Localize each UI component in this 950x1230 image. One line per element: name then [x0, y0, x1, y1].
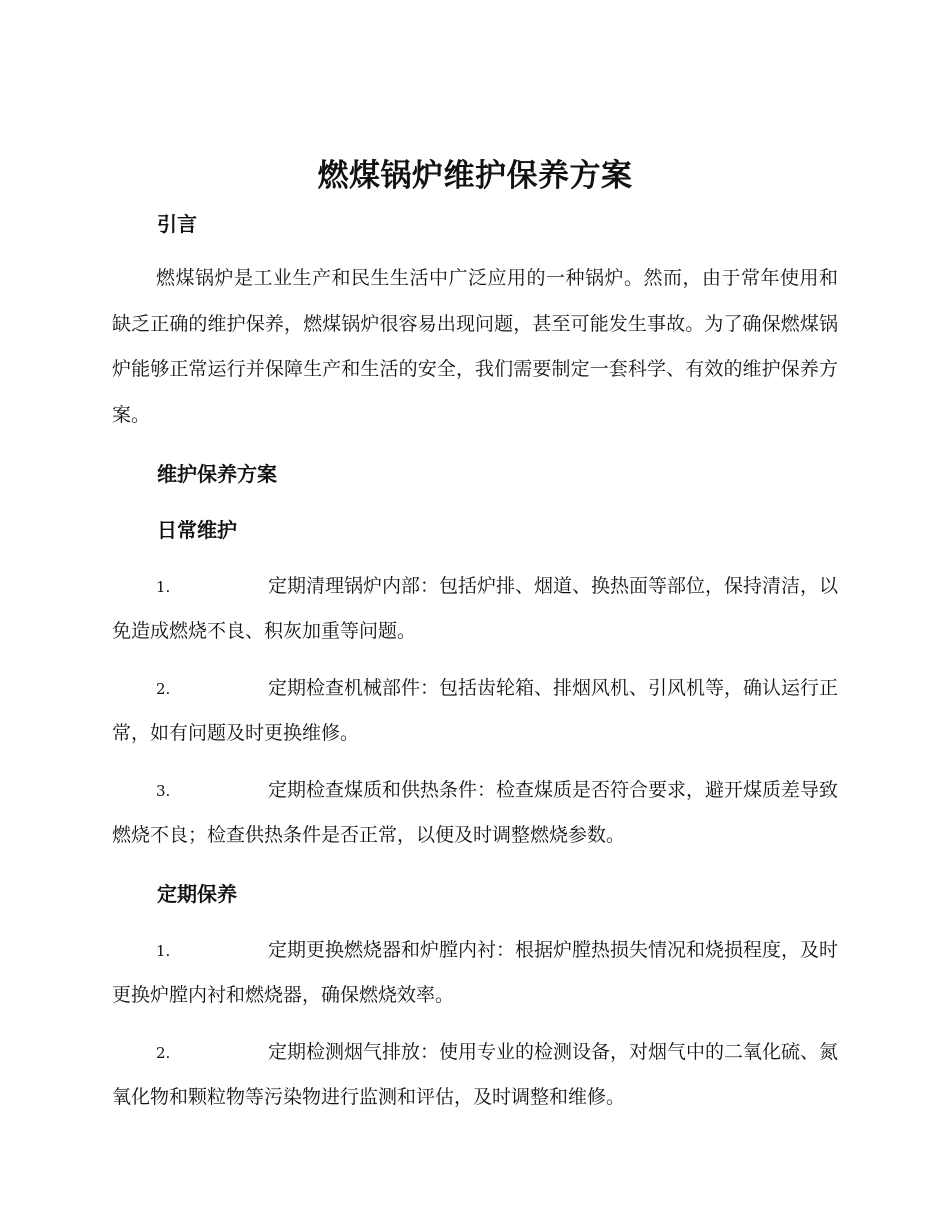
- list-text: 定期检测烟气排放：使用专业的检测设备，对烟气中的二氧化硫、氮氧化物和颗粒物等污染物进行监测和评估，及时调整和维修。: [112, 1041, 839, 1108]
- list-text: 定期检查机械部件：包括齿轮箱、排烟风机、引风机等，确认运行正常，如有问题及时更换维修。: [112, 677, 839, 744]
- list-number: 2.: [156, 680, 171, 698]
- list-item: [112, 768, 838, 857]
- list-item: [112, 1030, 838, 1119]
- list-number: 2.: [156, 1044, 171, 1062]
- list-text: 定期清理锅炉内部：包括炉排、烟道、换热面等部位，保持清洁，以免造成燃烧不良、积灰加重等问题。: [112, 575, 839, 642]
- list-item: [112, 666, 838, 755]
- list-item: [112, 564, 838, 653]
- intro-paragraph: 燃煤锅炉是工业生产和民生生活中广泛应用的一种锅炉。然而，由于常年使用和缺乏正确的维护保养，燃煤锅炉很容易出现问题，甚至可能发生事故。为了确保燃煤锅炉能够正常运行并保障生产和生活的安全，我们需要制定一套科学、有效的维护保养方案。: [112, 267, 838, 426]
- list-number: 1.: [156, 578, 171, 596]
- list-item: [112, 928, 838, 1017]
- list-number: 3.: [156, 782, 171, 800]
- list-number: 1.: [156, 942, 171, 960]
- daily-maintenance-heading: 日常维护: [157, 518, 237, 542]
- document-title: 燃煤锅炉维护保养方案: [317, 158, 633, 194]
- periodic-maintenance-heading: 定期保养: [157, 882, 237, 906]
- intro-heading: 引言: [157, 212, 197, 236]
- list-text: 定期检查煤质和供热条件：检查煤质是否符合要求，避开煤质差导致燃烧不良；检查供热条件是否正常，以便及时调整燃烧参数。: [112, 779, 839, 846]
- list-text: 定期更换燃烧器和炉膛内衬：根据炉膛热损失情况和烧损程度，及时更换炉膛内衬和燃烧器，确保燃烧效率。: [112, 939, 839, 1006]
- plan-heading: 维护保养方案: [157, 462, 277, 486]
